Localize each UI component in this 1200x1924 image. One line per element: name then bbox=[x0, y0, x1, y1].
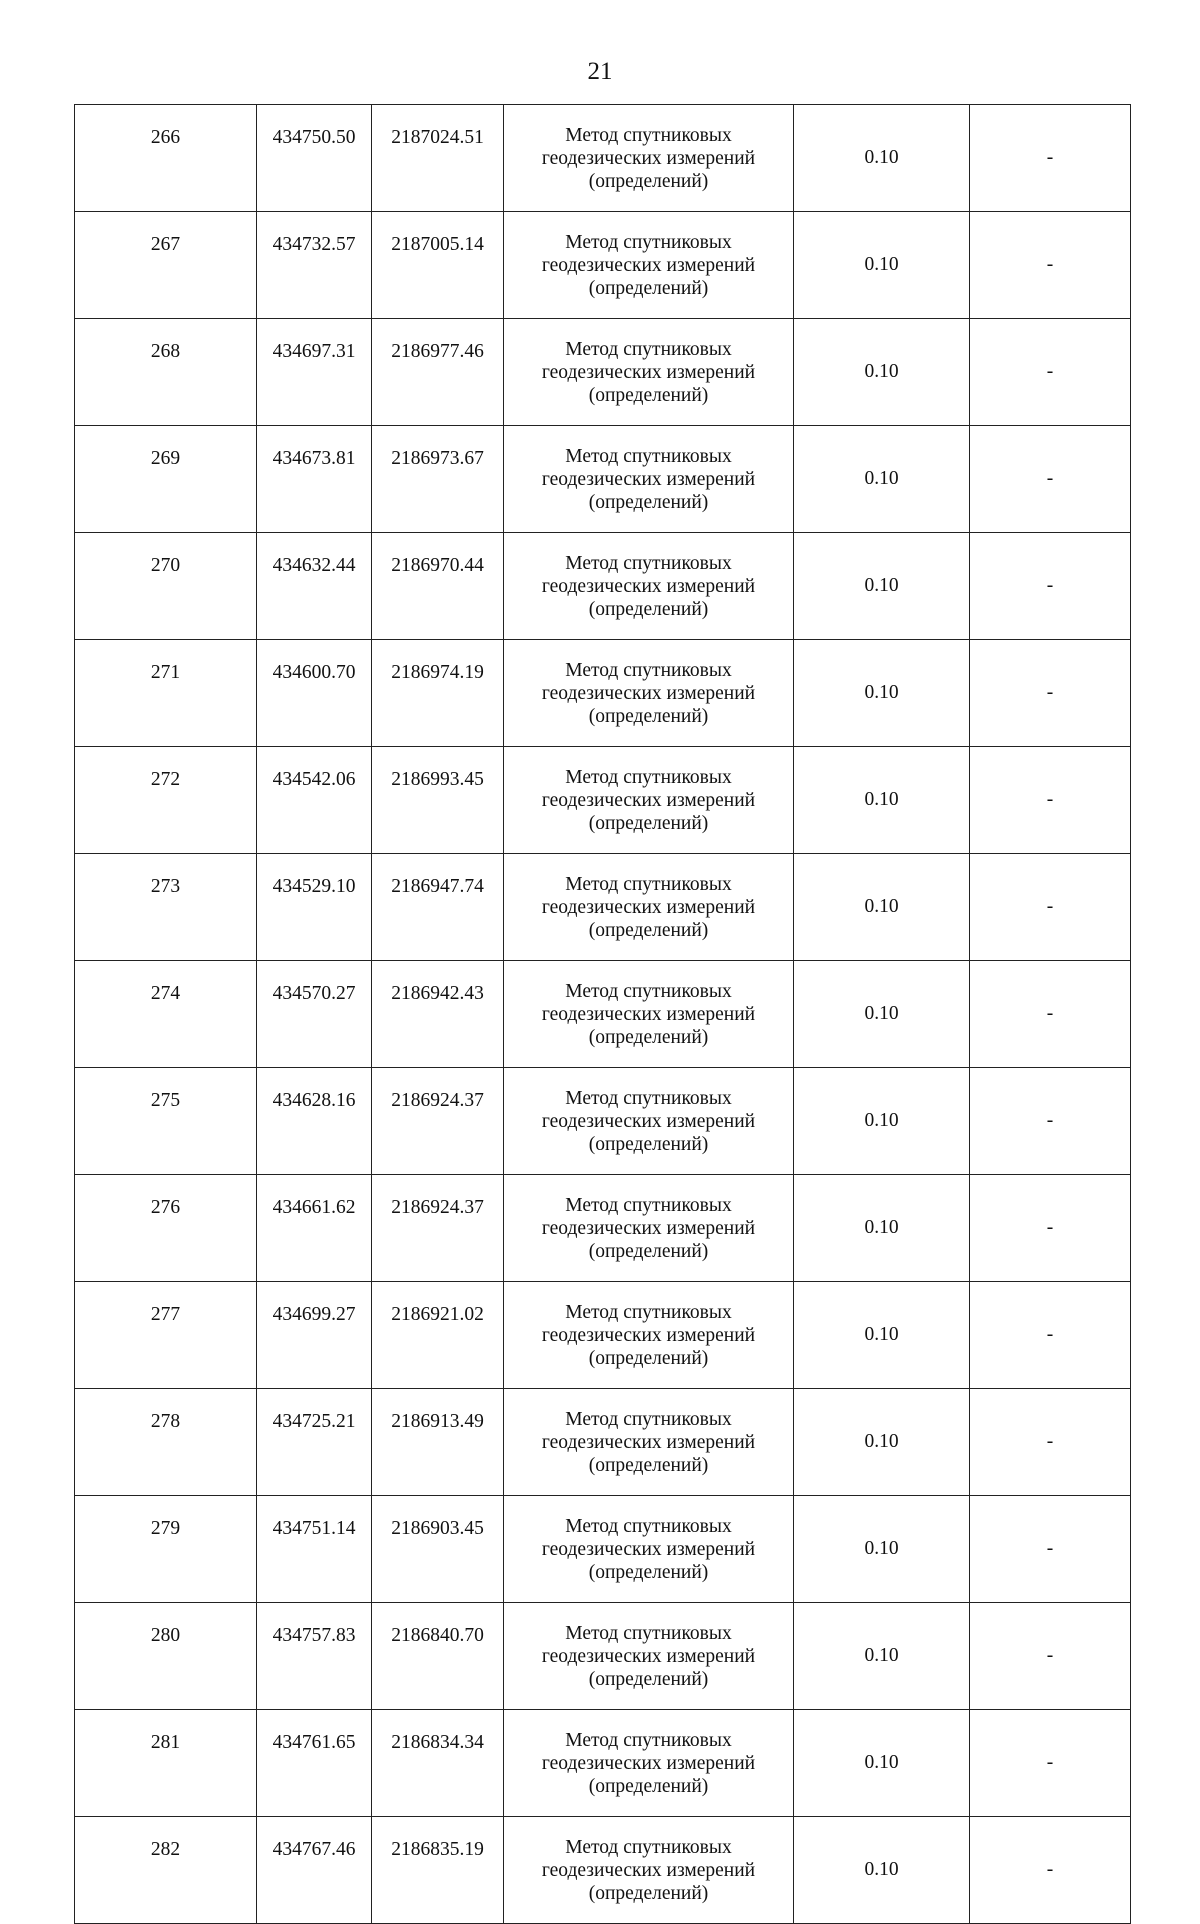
point-number-cell: 279 bbox=[75, 1496, 257, 1603]
table-row bbox=[75, 1389, 1131, 1496]
note-cell: - bbox=[970, 1496, 1131, 1603]
point-number-cell: 277 bbox=[75, 1282, 257, 1389]
accuracy-cell: 0.10 bbox=[794, 426, 970, 533]
note-cell: - bbox=[970, 533, 1131, 640]
x-coordinate-cell: 434699.27 bbox=[257, 1282, 372, 1389]
method-cell: Метод спутниковых геодезических измерений (определений) bbox=[504, 1710, 794, 1817]
y-coordinate-cell: 2186921.02 bbox=[372, 1282, 504, 1389]
y-coordinate-cell: 2186973.67 bbox=[372, 426, 504, 533]
x-coordinate-cell: 434757.83 bbox=[257, 1603, 372, 1710]
y-coordinate-cell: 2186903.45 bbox=[372, 1496, 504, 1603]
method-cell: Метод спутниковых геодезических измерений (определений) bbox=[504, 426, 794, 533]
method-cell: Метод спутниковых геодезических измерений (определений) bbox=[504, 1817, 794, 1924]
table-row bbox=[75, 1710, 1131, 1817]
note-cell: - bbox=[970, 1710, 1131, 1817]
note-cell: - bbox=[970, 1282, 1131, 1389]
point-number-cell: 268 bbox=[75, 319, 257, 426]
note-cell: - bbox=[970, 640, 1131, 747]
method-cell: Метод спутниковых геодезических измерений (определений) bbox=[504, 1068, 794, 1175]
point-number-cell: 278 bbox=[75, 1389, 257, 1496]
point-number-cell: 272 bbox=[75, 747, 257, 854]
point-number-cell: 281 bbox=[75, 1710, 257, 1817]
note-cell: - bbox=[970, 1068, 1131, 1175]
point-number-cell: 275 bbox=[75, 1068, 257, 1175]
x-coordinate-cell: 434600.70 bbox=[257, 640, 372, 747]
y-coordinate-cell: 2187005.14 bbox=[372, 212, 504, 319]
table-row bbox=[75, 319, 1131, 426]
method-cell: Метод спутниковых геодезических измерений (определений) bbox=[504, 1175, 794, 1282]
table-row bbox=[75, 533, 1131, 640]
x-coordinate-cell: 434628.16 bbox=[257, 1068, 372, 1175]
x-coordinate-cell: 434632.44 bbox=[257, 533, 372, 640]
x-coordinate-cell: 434732.57 bbox=[257, 212, 372, 319]
x-coordinate-cell: 434529.10 bbox=[257, 854, 372, 961]
accuracy-cell: 0.10 bbox=[794, 1389, 970, 1496]
method-cell: Метод спутниковых геодезических измерений (определений) bbox=[504, 961, 794, 1068]
point-number-cell: 271 bbox=[75, 640, 257, 747]
method-cell: Метод спутниковых геодезических измерений (определений) bbox=[504, 1496, 794, 1603]
note-cell: - bbox=[970, 961, 1131, 1068]
table-row bbox=[75, 1817, 1131, 1924]
note-cell: - bbox=[970, 854, 1131, 961]
x-coordinate-cell: 434750.50 bbox=[257, 105, 372, 212]
note-cell: - bbox=[970, 747, 1131, 854]
table-row bbox=[75, 747, 1131, 854]
table-row bbox=[75, 961, 1131, 1068]
table-row bbox=[75, 105, 1131, 212]
y-coordinate-cell: 2186993.45 bbox=[372, 747, 504, 854]
accuracy-cell: 0.10 bbox=[794, 1175, 970, 1282]
point-number-cell: 266 bbox=[75, 105, 257, 212]
note-cell: - bbox=[970, 319, 1131, 426]
accuracy-cell: 0.10 bbox=[794, 1817, 970, 1924]
method-cell: Метод спутниковых геодезических измерений (определений) bbox=[504, 533, 794, 640]
y-coordinate-cell: 2186970.44 bbox=[372, 533, 504, 640]
table-row bbox=[75, 640, 1131, 747]
point-number-cell: 270 bbox=[75, 533, 257, 640]
table-row bbox=[75, 1603, 1131, 1710]
table-row bbox=[75, 1496, 1131, 1603]
accuracy-cell: 0.10 bbox=[794, 854, 970, 961]
x-coordinate-cell: 434570.27 bbox=[257, 961, 372, 1068]
note-cell: - bbox=[970, 426, 1131, 533]
point-number-cell: 269 bbox=[75, 426, 257, 533]
note-cell: - bbox=[970, 212, 1131, 319]
method-cell: Метод спутниковых геодезических измерений (определений) bbox=[504, 212, 794, 319]
table-row bbox=[75, 854, 1131, 961]
y-coordinate-cell: 2186835.19 bbox=[372, 1817, 504, 1924]
y-coordinate-cell: 2186977.46 bbox=[372, 319, 504, 426]
method-cell: Метод спутниковых геодезических измерений (определений) bbox=[504, 1282, 794, 1389]
accuracy-cell: 0.10 bbox=[794, 212, 970, 319]
x-coordinate-cell: 434767.46 bbox=[257, 1817, 372, 1924]
accuracy-cell: 0.10 bbox=[794, 105, 970, 212]
note-cell: - bbox=[970, 1603, 1131, 1710]
x-coordinate-cell: 434725.21 bbox=[257, 1389, 372, 1496]
y-coordinate-cell: 2186924.37 bbox=[372, 1175, 504, 1282]
method-cell: Метод спутниковых геодезических измерений (определений) bbox=[504, 854, 794, 961]
accuracy-cell: 0.10 bbox=[794, 1068, 970, 1175]
table-row bbox=[75, 1068, 1131, 1175]
y-coordinate-cell: 2186974.19 bbox=[372, 640, 504, 747]
accuracy-cell: 0.10 bbox=[794, 1282, 970, 1389]
note-cell: - bbox=[970, 105, 1131, 212]
accuracy-cell: 0.10 bbox=[794, 1710, 970, 1817]
y-coordinate-cell: 2186840.70 bbox=[372, 1603, 504, 1710]
note-cell: - bbox=[970, 1175, 1131, 1282]
method-cell: Метод спутниковых геодезических измерений (определений) bbox=[504, 1603, 794, 1710]
note-cell: - bbox=[970, 1389, 1131, 1496]
accuracy-cell: 0.10 bbox=[794, 1496, 970, 1603]
accuracy-cell: 0.10 bbox=[794, 319, 970, 426]
method-cell: Метод спутниковых геодезических измерений (определений) bbox=[504, 1389, 794, 1496]
accuracy-cell: 0.10 bbox=[794, 747, 970, 854]
accuracy-cell: 0.10 bbox=[794, 640, 970, 747]
y-coordinate-cell: 2186834.34 bbox=[372, 1710, 504, 1817]
y-coordinate-cell: 2186913.49 bbox=[372, 1389, 504, 1496]
table-row bbox=[75, 1175, 1131, 1282]
note-cell: - bbox=[970, 1817, 1131, 1924]
x-coordinate-cell: 434542.06 bbox=[257, 747, 372, 854]
page-number: 21 bbox=[587, 58, 613, 85]
accuracy-cell: 0.10 bbox=[794, 533, 970, 640]
accuracy-cell: 0.10 bbox=[794, 1603, 970, 1710]
accuracy-cell: 0.10 bbox=[794, 961, 970, 1068]
point-number-cell: 273 bbox=[75, 854, 257, 961]
point-number-cell: 267 bbox=[75, 212, 257, 319]
method-cell: Метод спутниковых геодезических измерений (определений) bbox=[504, 319, 794, 426]
point-number-cell: 276 bbox=[75, 1175, 257, 1282]
table-row bbox=[75, 426, 1131, 533]
x-coordinate-cell: 434661.62 bbox=[257, 1175, 372, 1282]
x-coordinate-cell: 434751.14 bbox=[257, 1496, 372, 1603]
y-coordinate-cell: 2187024.51 bbox=[372, 105, 504, 212]
x-coordinate-cell: 434673.81 bbox=[257, 426, 372, 533]
y-coordinate-cell: 2186942.43 bbox=[372, 961, 504, 1068]
method-cell: Метод спутниковых геодезических измерений (определений) bbox=[504, 747, 794, 854]
coordinates-table bbox=[74, 104, 1131, 1924]
x-coordinate-cell: 434761.65 bbox=[257, 1710, 372, 1817]
table-row bbox=[75, 212, 1131, 319]
point-number-cell: 274 bbox=[75, 961, 257, 1068]
coordinates-table-body bbox=[75, 105, 1131, 1924]
point-number-cell: 280 bbox=[75, 1603, 257, 1710]
y-coordinate-cell: 2186947.74 bbox=[372, 854, 504, 961]
method-cell: Метод спутниковых геодезических измерений (определений) bbox=[504, 640, 794, 747]
point-number-cell: 282 bbox=[75, 1817, 257, 1924]
method-cell: Метод спутниковых геодезических измерений (определений) bbox=[504, 105, 794, 212]
x-coordinate-cell: 434697.31 bbox=[257, 319, 372, 426]
y-coordinate-cell: 2186924.37 bbox=[372, 1068, 504, 1175]
table-row bbox=[75, 1282, 1131, 1389]
